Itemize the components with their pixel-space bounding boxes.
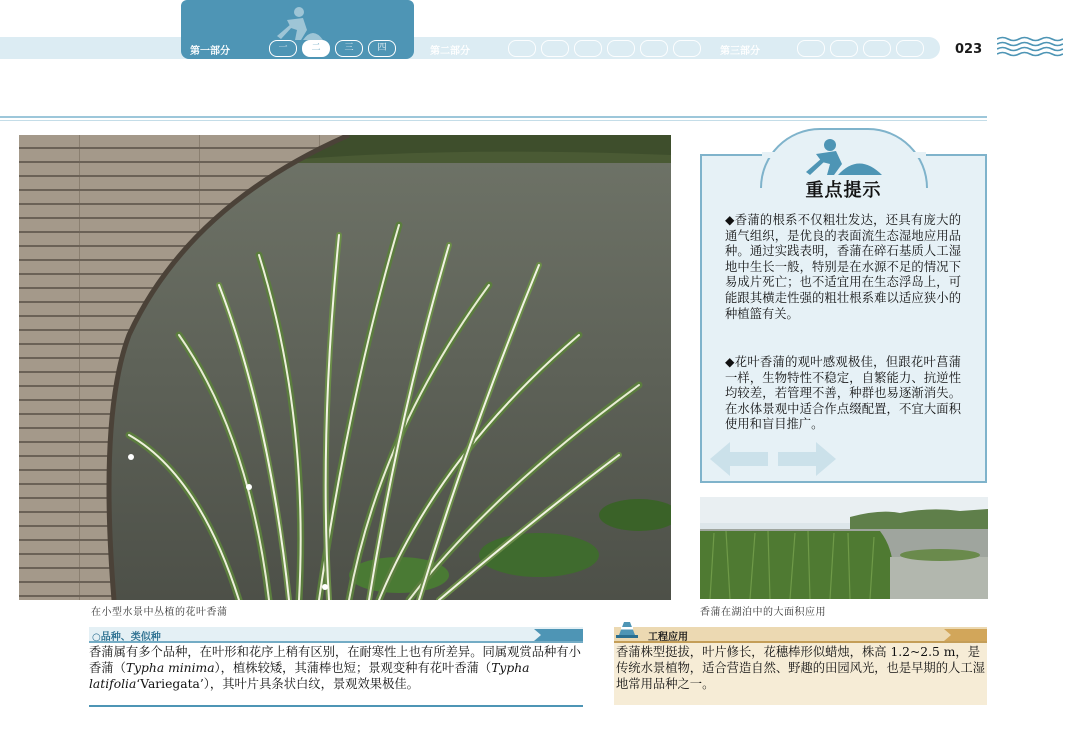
variegated-cattail-photo	[19, 135, 671, 600]
part2-pill-6[interactable]	[673, 40, 701, 57]
key-points-title: 重点提示	[805, 180, 882, 201]
part2-pill-5[interactable]	[640, 40, 668, 57]
part3-pill-3[interactable]	[863, 40, 891, 57]
part2-pill-4[interactable]	[607, 40, 635, 57]
part3-pill-2[interactable]	[830, 40, 858, 57]
page-number: 023	[955, 42, 983, 57]
varieties-text: 香蒲属有多个品种，在叶形和花序上稍有区别，在耐寒性上也有所差异。同属观赏品种有小香蒲（Typha minima），植株较矮，其蒲棒也短；景观变种有花叶香蒲（Typha latifolia‘Variegata’），其叶片具条状白纹，景观效果极佳。	[89, 645, 581, 692]
chapter-pill-2[interactable]: 二	[302, 40, 330, 57]
header-divider	[0, 116, 987, 118]
varieties-heading-bar	[89, 627, 583, 643]
part1-tab[interactable]	[181, 0, 414, 59]
traffic-cone-icon	[616, 621, 638, 639]
part2-pill-2[interactable]	[541, 40, 569, 57]
chapter-pill-3[interactable]: 三	[335, 40, 363, 57]
worker-shovel-icon	[804, 138, 884, 176]
part3-label[interactable]: 第三部分	[720, 46, 760, 57]
part3-pill-4[interactable]	[896, 40, 924, 57]
varieties-heading: ○品种、类似种	[92, 632, 161, 643]
part2-pill-1[interactable]	[508, 40, 536, 57]
engineering-heading-bar	[614, 627, 987, 643]
waves-decoration	[997, 36, 1063, 58]
part3-pill-1[interactable]	[797, 40, 825, 57]
worker-shovel-icon	[273, 6, 323, 42]
part1-label: 第一部分	[190, 46, 230, 57]
engineering-section	[614, 627, 987, 705]
chapter-pill-4[interactable]: 四	[368, 40, 396, 57]
key-point-2: ◆花叶香蒲的观叶感观极佳，但跟花叶菖蒲一样，生物特性不稳定，自繁能力、抗逆性均较差，若管理不善，种群也易逐渐消失。在水体景观中适合作点缀配置，不宜大面积使用和盲目推广。	[725, 355, 961, 432]
main-photo-caption: 在小型水景中丛植的花叶香蒲	[91, 607, 228, 618]
lake-cattail-photo	[700, 497, 988, 599]
photo-illustration	[19, 135, 671, 600]
varieties-section	[89, 627, 583, 705]
part2-pill-3[interactable]	[574, 40, 602, 57]
key-point-1: ◆香蒲的根系不仅粗壮发达，还具有庞大的通气组织，是优良的表面流生态湿地应用品种。通过实践表明，香蒲在碎石基质人工湿地中生长一般，特别是在水源不足的情况下易成片死亡；也不适宜用在生态浮岛上，可能跟其横走性强的粗壮根系难以适应狭小的种植篮有关。	[725, 213, 961, 321]
lake-photo-caption: 香蒲在湖泊中的大面积应用	[700, 607, 826, 618]
arrows-decoration	[708, 438, 838, 480]
lake-photo-illustration	[700, 497, 988, 599]
engineering-text: 香蒲株型挺拔，叶片修长，花穗棒形似蜡烛，株高 1.2~2.5 m，是传统水景植物，适合营造自然、野趣的田园风光，也是早期的人工湿地常用品种之一。	[616, 645, 985, 692]
engineering-heading: 工程应用	[648, 632, 688, 643]
chapter-pill-1[interactable]: 一	[269, 40, 297, 57]
part2-label[interactable]: 第二部分	[430, 46, 470, 57]
header-divider-thin	[0, 120, 987, 121]
